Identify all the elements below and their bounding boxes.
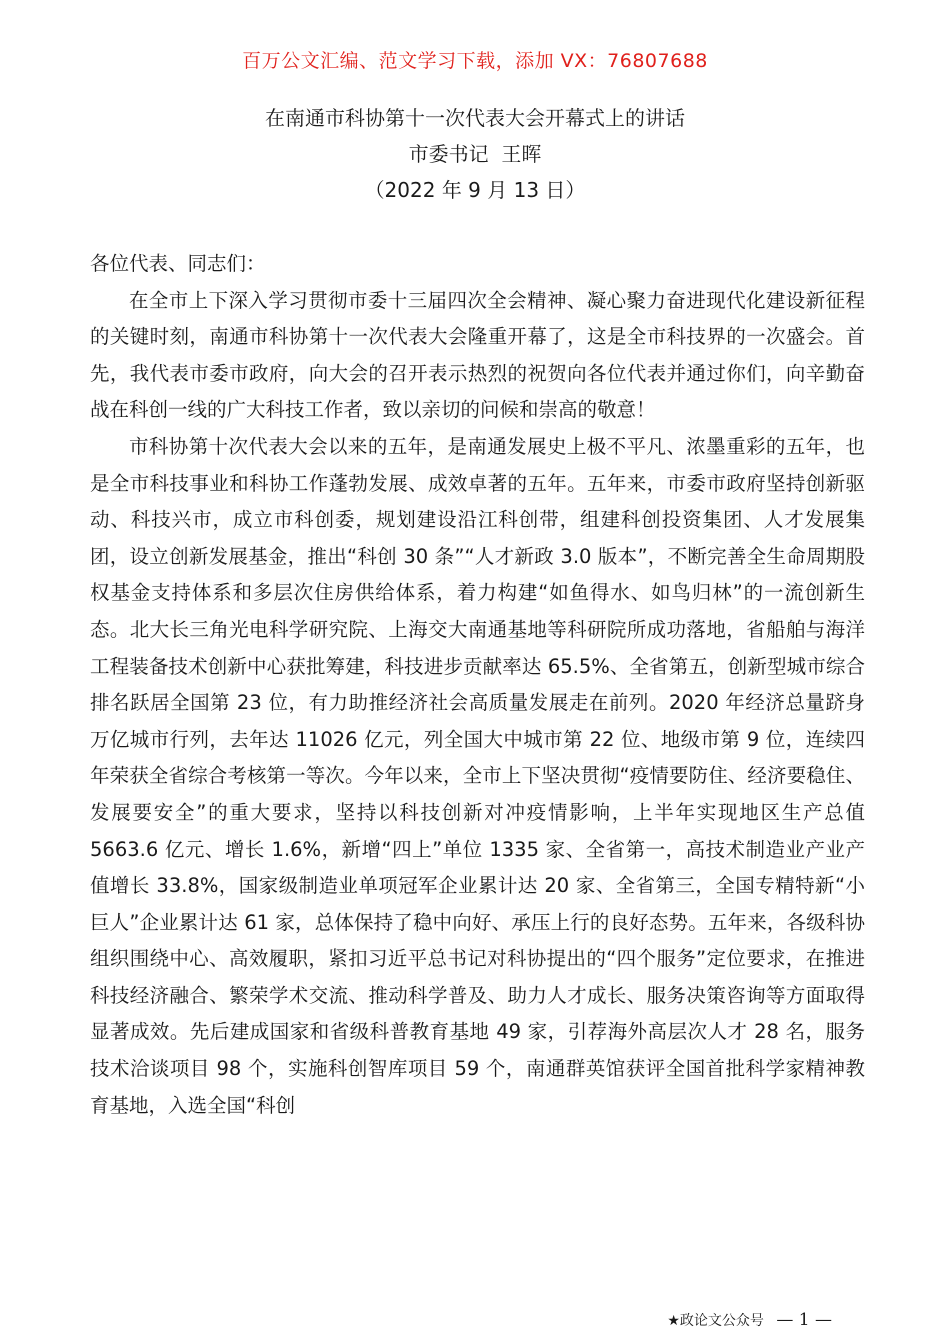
page-number: — 1 — xyxy=(776,1310,832,1330)
page-footer xyxy=(667,1310,832,1330)
speech-body xyxy=(90,246,865,1124)
title-block xyxy=(0,100,950,208)
speech-title: 在南通市科协第十一次代表大会开幕式上的讲话 xyxy=(265,106,685,130)
download-banner: 百万公文汇编、范文学习下载，添加 VX：76807688 xyxy=(242,50,708,72)
speaker-line: 市委书记 王晖 xyxy=(408,142,542,166)
paragraph: 在全市上下深入学习贯彻市委十三届四次全会精神、凝心聚力奋进现代化建设新征程的关键时刻，南通市科协第十一次代表大会隆重开幕了，这是全市科技界的一次盛会。首先，我代表市委市政府，向大会的召开表示热烈的祝贺向各位代表并通过你们，向辛勤奋战在科创一线的广大科技工作者，致以亲切的问候和崇高的敬意！ xyxy=(90,288,865,422)
footer-source: ★政论文公众号 xyxy=(667,1313,764,1329)
salutation: 各位代表、同志们： xyxy=(90,252,266,275)
speech-date: （2022 年 9 月 13 日） xyxy=(364,178,586,202)
paragraph: 市科协第十次代表大会以来的五年，是南通发展史上极不平凡、浓墨重彩的五年，也是全市科技事业和科协工作蓬勃发展、成效卓著的五年。五年来，市委市政府坚持创新驱动、科技兴市，成立市科创委，规划建设沿江科创带，组建科创投资集团、人才发展集团，设立创新发展基金，推出“科创 30 条”“人才新政 3.0 版本”，不断完善全生命周期股权基金支持体系和多层次住房供给体系，着力构建“如鱼得水、如鸟归林”的一流创新生态。北大长三角光电科学研究院、上海交大南通基地等科研院所成功落地，省船舶与海洋工程装备技术创新中心获批筹建，科技进步贡献率达 65.5%、全省第五，创新型城市综合排名跃居全国第 23 位，有力助推经济社会高质量发展走在前列。2020 年经济总量跻身万亿城市行列，去年达 11026 亿元，列全国大中城市第 22 位、地级市第 9 位，连续四年荣获全省综合考核第一等次。今年以来，全市上下坚决贯彻“疫情要防住、经济要稳住、发展要安全”的重大要求，坚持以科技创新对冲疫情影响，上半年实现地区生产总值 5663.6 亿元、增长 1.6%，新增“四上”单位 1335 家、全省第一，高技术制造业产业产值增长 33.8%，国家级制造业单项冠军企业累计达 20 家、全省第三，全国专精特新“小巨人”企业累计达 61 家，总体保持了稳中向好、承压上行的良好态势。五年来，各级科协组织围绕中心、高效履职，紧扣习近平总书记对科协提出的“四个服务”定位要求，在推进科技经济融合、繁荣学术交流、推动科学普及、助力人才成长、服务决策咨询等方面取得显著成效。先后建成国家和省级科普教育基地 49 家，引荐海外高层次人才 28 名，服务技术洽谈项目 98 个，实施科创智库项目 59 个，南通群英馆获评全国首批科学家精神教育基地，入选全国“科创 xyxy=(90,434,865,1117)
